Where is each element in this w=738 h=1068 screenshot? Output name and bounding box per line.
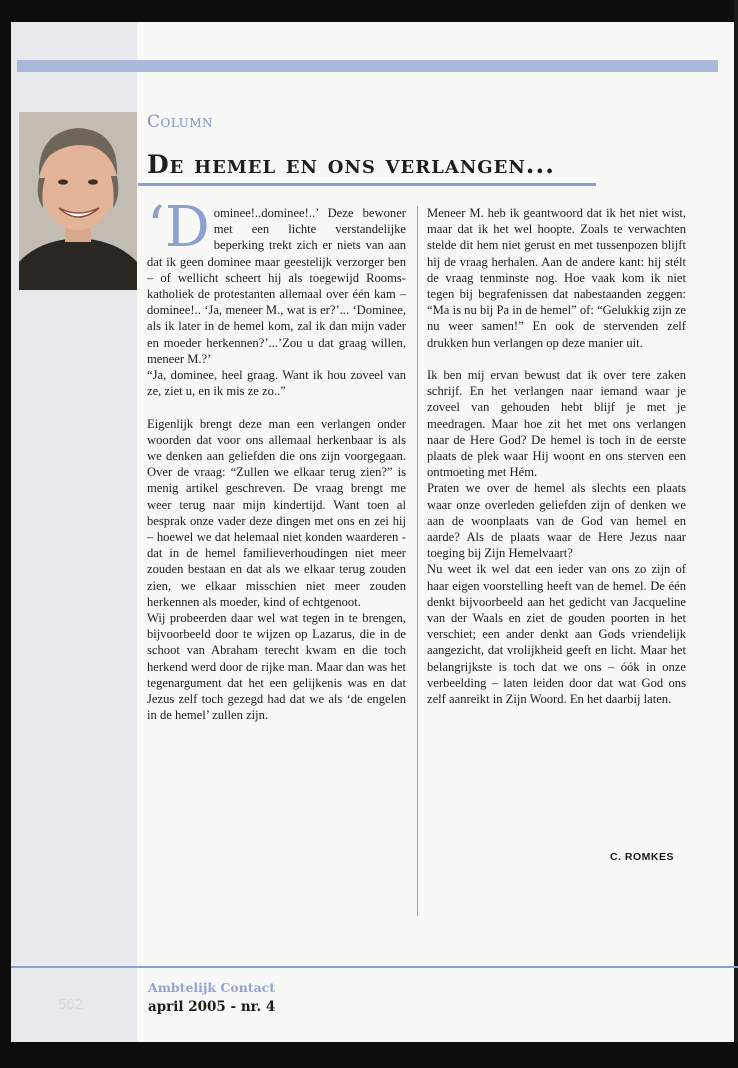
scan-border-right bbox=[734, 0, 738, 1068]
page-number: 562 bbox=[58, 996, 84, 1013]
section-label: Column bbox=[147, 112, 214, 132]
magazine-name: Ambtelijk Contact bbox=[148, 980, 276, 995]
header-color-band bbox=[17, 60, 718, 72]
article-paragraph: Meneer M. heb ik geantwoord dat ik het niet wist, maar dat ik het wel hoopte. Zoals te verwachten stelde dit hem niet gerust en met tussenpozen blijft hij de vraag herhalen. Aan de andere kant: hij stélt de vraag tenminste nog. Hoe vaak kom ik niet tegen bij begrafenissen dat nabestaanden zeggen: “Ma is nu bij Pa in de hemel” of: “Gelukkig zijn ze nu weer samen!” En ook de stervenden zelf drukken hun verlangen op deze manier uit. bbox=[427, 206, 686, 350]
footer-rule bbox=[11, 966, 738, 968]
article-paragraph: Ik ben mij ervan bewust dat ik over tere zaken schrijf. En het verlangen naar iemand waar je zoveel van gehouden hebt blijf je met je meedragen. Maar hoe zit het met ons verlangen naar de Here God? De hemel is toch in de eerste plaats de plek waar Hij woont en ons sterven een ontmoeting met Hém. bbox=[427, 368, 686, 480]
article-title: De hemel en ons verlangen... bbox=[147, 150, 555, 179]
article-paragraph: ‘D ominee!..dominee!..’ Deze bewoner met een lichte verstandelijke beperking trekt zich er niets van aan dat ik geen dominee maar geestelijk verzorger ben – of wellicht scheert hij als toegewijd Rooms-katholiek de protestanten allemaal over één kam – dominee!.. ‘Ja, meneer M., wat is er?’... ‘Dominee, als ik later in de hemel kom, zal ik dan mijn vader en moeder herkennen?’...’Zou u dat graag willen, meneer M.?’ bbox=[147, 195, 406, 366]
article-paragraph: “Ja, dominee, heel graag. Want ik hou zoveel van ze, ziet u, en ik mis ze zo..” bbox=[147, 368, 406, 399]
article-paragraph: Eigenlijk brengt deze man een verlangen onder woorden dat voor ons allemaal herkenbaar is als we denken aan geliefden die ons zijn voorgegaan. Over de vraag: “Zullen we elkaar terug zien?” is menig artikel geschreven. De vraag brengt me weer terug naar mijn kindertijd. Want toen al besprak onze vader deze dingen met ons en zei hij – hoewel we dat helemaal niet konden waarderen - dat in de hemel familieverhoudingen niet meer zouden bestaan en dat als we elkaar terug zouden zien, we elkaar misschien niet meer zouden herkennen als moeder, kind of echtgenoot. bbox=[147, 416, 406, 609]
article-right-column bbox=[427, 205, 686, 707]
author-signature: C. ROMKES bbox=[610, 851, 675, 863]
article-paragraph: Wij probeerden daar wel wat tegen in te brengen, bijvoorbeeld door te wijzen op Lazarus, die in de schoot van Abraham terecht kwam en die toch herkend werd door de rijke man. Maar dan was het tegenargument dat het een gelijkenis was en dat Jezus zelf toch gezegd had dat we als ‘de engelen in de hemel’ zullen zijn. bbox=[147, 611, 406, 723]
issue-info: april 2005 - nr. 4 bbox=[148, 999, 276, 1015]
scan-border-bottom bbox=[0, 1042, 738, 1068]
title-underline bbox=[138, 183, 596, 186]
article-left-column bbox=[147, 195, 406, 723]
drop-cap: ‘D bbox=[147, 195, 210, 260]
article-paragraph: Nu weet ik wel dat een ieder van ons zo zijn of haar eigen voorstelling heeft van de hemel. De één denkt bijvoorbeeld aan het gedicht van Jacqueline van der Waals en ziet de gouden poorten in het verschiet; een ander denkt aan Gods vriendelijk aangezicht, dat vrolijkheid geeft en licht. Maar het belangrijkste is toch dat we ons – óók in onze verbeelding – laten leiden door dat wat God ons zelf aanreikt in Zijn Woord. En het daarbij laten. bbox=[427, 562, 686, 707]
column-divider bbox=[417, 206, 418, 916]
author-photo bbox=[19, 112, 137, 290]
scan-border-left bbox=[0, 0, 11, 1068]
article-paragraph: Praten we over de hemel als slechts een plaats waar onze overleden geliefden zijn of denken we aan de woonplaats van de God van hemel en aarde? Als de plaats waar de Here Jezus naar toeging bij Zijn Hemelvaart? bbox=[427, 481, 686, 561]
scan-border-top bbox=[0, 0, 738, 22]
